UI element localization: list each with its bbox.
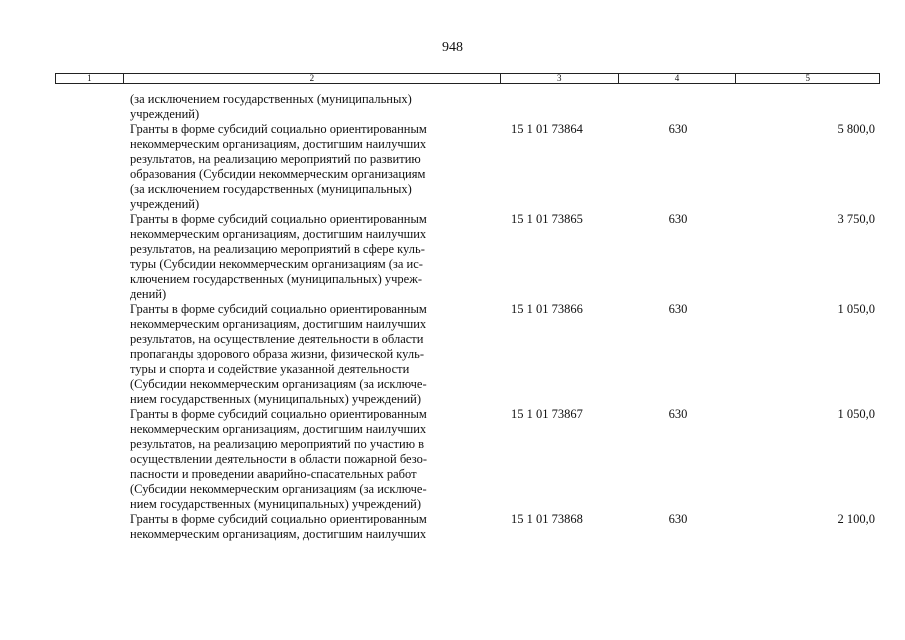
row-description xyxy=(123,512,501,542)
description-line: некоммерческим организациям, достигшим наилучших xyxy=(130,527,427,541)
description-line: (за исключением государственных (муниципальных) xyxy=(130,92,412,106)
description-line: результатов, на реализацию мероприятий по развитию xyxy=(130,152,421,166)
description-line: (за исключением государственных (муниципальных) xyxy=(130,182,412,196)
description-line: образования (Субсидии некоммерческим организациям xyxy=(130,167,426,181)
description-line: осуществлении деятельности в области пожарной безо- xyxy=(130,452,428,466)
row-col-1 xyxy=(55,512,123,542)
row-expense-type xyxy=(619,92,737,122)
row-amount xyxy=(737,92,880,122)
row-expense-type: 630 xyxy=(668,212,688,226)
table-row xyxy=(55,212,880,302)
row-amount: 1 050,0 xyxy=(837,302,875,316)
row-target-code: 15 1 01 73868 xyxy=(511,512,583,526)
table-row xyxy=(55,302,880,407)
description-line: результатов, на осуществление деятельности в области xyxy=(130,332,424,346)
description-line: некоммерческим организациям, достигшим наилучших xyxy=(130,317,427,331)
row-description xyxy=(123,302,501,407)
description-line: (Субсидии некоммерческим организациям (за исключе- xyxy=(130,482,427,496)
row-col-1 xyxy=(55,302,123,407)
row-target-code: 15 1 01 73864 xyxy=(511,122,583,136)
description-line: учреждений) xyxy=(130,197,200,211)
description-line: Гранты в форме субсидий социально ориентированным xyxy=(130,122,427,136)
page-number: 948 xyxy=(442,40,463,55)
description-line: Гранты в форме субсидий социально ориентированным xyxy=(130,512,427,526)
row-description xyxy=(123,407,501,512)
table-row xyxy=(55,122,880,212)
row-target-code: 15 1 01 73866 xyxy=(511,302,583,316)
description-line: пропаганды здорового образа жизни, физической куль- xyxy=(130,347,424,361)
description-line: туры (Субсидии некоммерческим организациям (за ис- xyxy=(130,257,423,271)
row-description xyxy=(123,122,501,212)
row-amount: 1 050,0 xyxy=(837,407,875,421)
table-row xyxy=(55,92,880,122)
row-amount: 2 100,0 xyxy=(837,512,875,526)
column-number-2: 2 xyxy=(124,74,501,83)
column-number-header xyxy=(55,73,880,84)
description-line: нием государственных (муниципальных) учреждений) xyxy=(130,392,421,406)
row-amount: 3 750,0 xyxy=(837,212,875,226)
budget-table-body xyxy=(55,92,880,542)
column-number-4: 4 xyxy=(619,74,737,83)
row-description xyxy=(123,212,501,302)
description-line: Гранты в форме субсидий социально ориентированным xyxy=(130,302,427,316)
row-amount: 5 800,0 xyxy=(837,122,875,136)
column-number-5: 5 xyxy=(805,73,810,83)
description-line: некоммерческим организациям, достигшим наилучших xyxy=(130,137,427,151)
description-line: туры и спорта и содействие указанной деятельности xyxy=(130,362,410,376)
description-line: (Субсидии некоммерческим организациям (за исключе- xyxy=(130,377,427,391)
description-line: Гранты в форме субсидий социально ориентированным xyxy=(130,407,427,421)
description-line: ключением государственных (муниципальных) учреж- xyxy=(130,272,423,286)
row-expense-type: 630 xyxy=(668,407,688,421)
row-target-code: 15 1 01 73865 xyxy=(511,212,583,226)
table-row xyxy=(55,512,880,542)
row-col-1 xyxy=(55,122,123,212)
table-row xyxy=(55,407,880,512)
row-target-code: 15 1 01 73867 xyxy=(511,407,583,421)
column-number-1: 1 xyxy=(56,74,124,83)
row-description xyxy=(123,92,501,122)
description-line: пасности и проведении аварийно-спасательных работ xyxy=(130,467,417,481)
description-line: Гранты в форме субсидий социально ориентированным xyxy=(130,212,427,226)
description-line: учреждений) xyxy=(130,107,200,121)
description-line: некоммерческим организациям, достигшим наилучших xyxy=(130,227,427,241)
row-expense-type: 630 xyxy=(668,302,688,316)
row-col-1 xyxy=(55,407,123,512)
row-expense-type: 630 xyxy=(668,122,688,136)
row-col-1 xyxy=(55,92,123,122)
column-number-3: 3 xyxy=(501,74,619,83)
row-target-code xyxy=(501,92,619,122)
row-col-1 xyxy=(55,212,123,302)
description-line: некоммерческим организациям, достигшим наилучших xyxy=(130,422,427,436)
row-expense-type: 630 xyxy=(668,512,688,526)
description-line: результатов, на реализацию мероприятий по участию в xyxy=(130,437,425,451)
description-line: результатов, на реализацию мероприятий в сфере куль- xyxy=(130,242,425,256)
description-line: дений) xyxy=(130,287,167,301)
description-line: нием государственных (муниципальных) учреждений) xyxy=(130,497,421,511)
